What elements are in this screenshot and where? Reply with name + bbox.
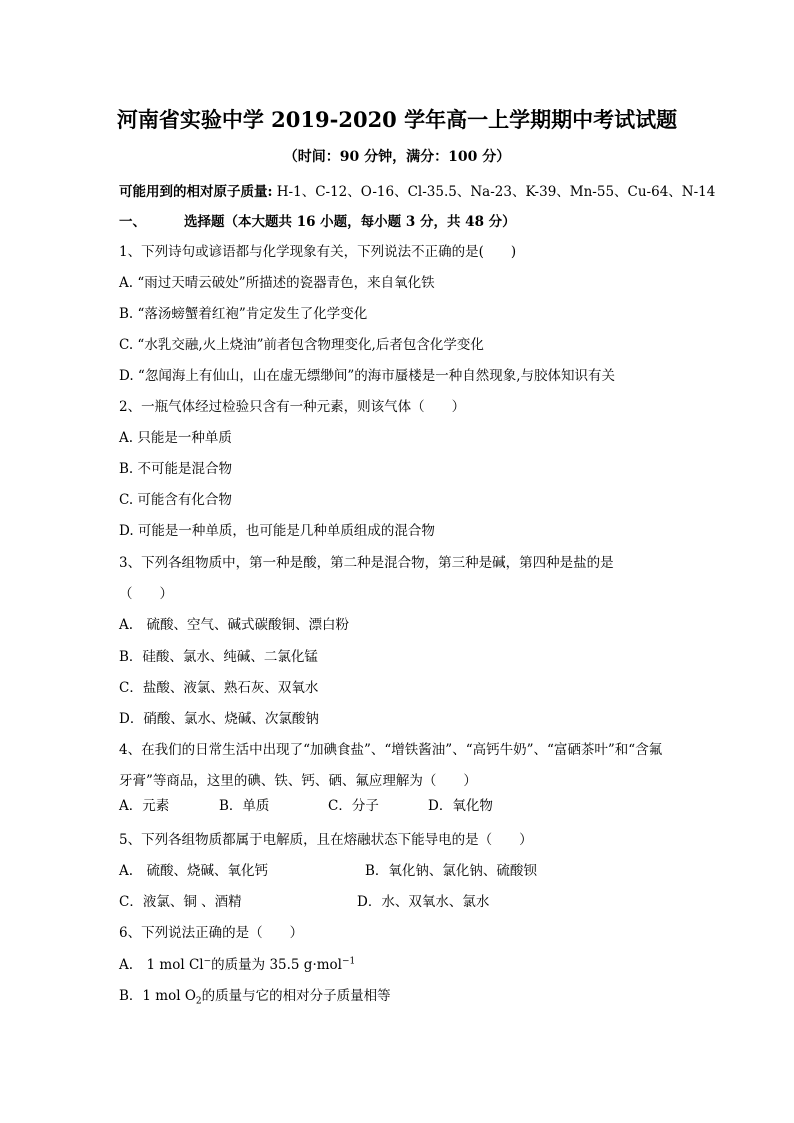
page-title: 河南省实验中学 2019-2020 学年高一上学期期中考试试题 (116, 107, 678, 132)
question-6-option-a-mid: 的质量为 35.5 g·mol (211, 957, 342, 973)
unit-exponent: −1 (341, 956, 356, 967)
question-1-option-c: C. “水乳交融,火上烧油”前者包含物理变化,后者包含化学变化 (119, 337, 484, 353)
section-heading (119, 210, 516, 230)
oxygen-subscript: 2 (195, 996, 202, 1007)
chloride-charge: − (203, 956, 212, 967)
section-number: 一、 (119, 214, 146, 230)
question-2-option-d: D. 可能是一种单质，也可能是几种单质组成的混合物 (119, 523, 435, 539)
question-3-option-b: B．硅酸、氯水、纯碱、二氯化锰 (119, 649, 318, 665)
question-4-stem: 4、在我们的日常生活中出现了“加碘食盐”、“增铁酱油”、“高钙牛奶”、“富硒茶叶”和“含氟 (119, 742, 663, 758)
question-2-option-a: A. 只能是一种单质 (119, 430, 232, 446)
question-4-option-a: A．元素 (119, 798, 170, 814)
exam-time-score: （时间：90 分钟，满分：100 分） (283, 149, 511, 165)
question-2-option-c: C. 可能含有化合物 (119, 492, 232, 508)
question-3-option-c: C．盐酸、液氯、熟石灰、双氧水 (119, 680, 319, 696)
question-5-stem: 5、下列各组物质都属于电解质，且在熔融状态下能导电的是（ ） (119, 832, 533, 848)
atomic-masses-line (119, 180, 715, 200)
question-1-option-b: B. “落汤螃蟹着红袍”肯定发生了化学变化 (119, 306, 368, 322)
question-3-option-a: A. 硫酸、空气、碱式碳酸铜、漂白粉 (119, 617, 350, 633)
question-6-option-a (119, 953, 355, 973)
question-1-option-a: A. “雨过天晴云破处”所描述的瓷器青色，来自氧化铁 (119, 275, 435, 291)
question-6-option-b-suffix: 的质量与它的相对分子质量相等 (201, 988, 391, 1004)
question-1-stem: 1、下列诗句或谚语都与化学现象有关，下列说法不正确的是( ) (119, 244, 517, 260)
question-2-stem: 2、一瓶气体经过检验只含有一种元素，则该气体（ ） (119, 399, 466, 415)
question-4-stem-cont: 牙膏”等商品，这里的碘、铁、钙、硒、氟应理解为（ ） (119, 773, 477, 789)
question-5-option-a: A. 硫酸、烧碱、氧化钙 (119, 863, 269, 879)
question-3-stem-cont: （ ） (119, 586, 173, 602)
atomic-masses-values: H-1、C-12、O-16、Cl-35.5、Na-23、K-39、Mn-55、Cu-64、N-14 (272, 184, 716, 200)
question-5-option-d: D．水、双氧水、氯水 (357, 894, 490, 910)
question-4-option-b: B．单质 (219, 798, 270, 814)
question-4-option-d: D．氧化物 (428, 798, 493, 814)
question-6-option-b-prefix: B．1 mol O (119, 988, 196, 1004)
question-5-option-c: C．液氯、铜 、酒精 (119, 894, 242, 910)
question-3-stem: 3、下列各组物质中，第一种是酸，第二种是混合物，第三种是碱，第四种是盐的是 (119, 555, 614, 571)
question-6-option-b (119, 984, 391, 1007)
atomic-masses-label: 可能用到的相对原子质量: (119, 184, 273, 200)
question-6-option-a-prefix: A. 1 mol Cl (119, 957, 204, 973)
section-text: 选择题（本大题共 16 小题，每小题 3 分，共 48 分） (184, 214, 516, 230)
question-2-option-b: B. 不可能是混合物 (119, 461, 233, 477)
question-1-option-d: D. “忽闻海上有仙山，山在虚无缥缈间”的海市蜃楼是一种自然现象,与胶体知识有关 (119, 368, 616, 384)
question-5-option-b: B．氧化钠、氯化钠、硫酸钡 (365, 863, 537, 879)
question-6-stem: 6、下列说法正确的是（ ） (119, 925, 304, 941)
question-3-option-d: D．硝酸、氯水、烧碱、次氯酸钠 (119, 711, 319, 727)
question-4-option-c: C．分子 (328, 798, 379, 814)
